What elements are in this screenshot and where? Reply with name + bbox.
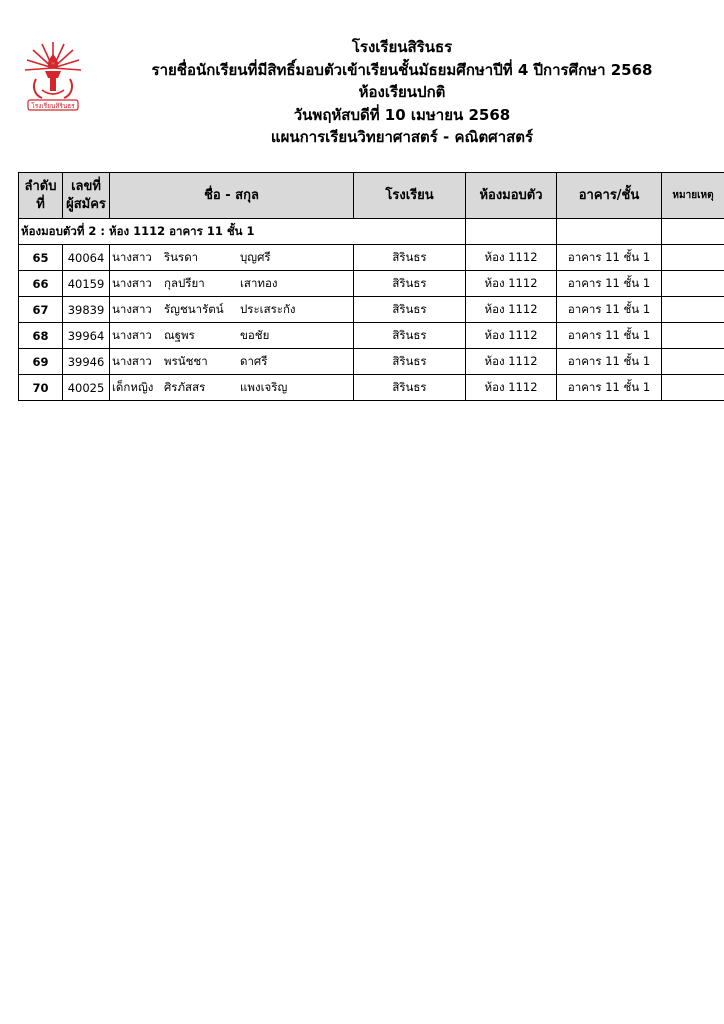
torch-emblem-icon (22, 38, 84, 116)
first-name: ศิรภัสสร (164, 379, 206, 394)
group-empty-cell (662, 219, 724, 245)
applicant-no-cell: 40064 (63, 245, 110, 271)
name-cell (110, 375, 354, 401)
name-title: นางสาว (112, 353, 152, 368)
school-cell: สิรินธร (354, 375, 466, 401)
name-cell (110, 271, 354, 297)
seq-cell: 68 (19, 323, 63, 349)
building-cell: อาคาร 11 ชั้น 1 (557, 245, 662, 271)
first-name: ณฐพร (164, 327, 195, 342)
room-cell: ห้อง 1112 (466, 271, 557, 297)
table-row (19, 297, 724, 323)
building-cell: อาคาร 11 ชั้น 1 (557, 297, 662, 323)
first-name: รินรดา (164, 249, 199, 264)
name-title: นางสาว (112, 327, 152, 342)
last-name: ดาศรี (240, 353, 268, 368)
room-cell: ห้อง 1112 (466, 297, 557, 323)
last-name: บุญศรี (240, 249, 271, 264)
student-roster-table (18, 172, 724, 401)
last-name: แพงเจริญ (240, 379, 288, 394)
header-school: โรงเรียน (354, 173, 466, 219)
name-title: นางสาว (112, 275, 152, 290)
logo-text: โรงเรียนสิรินธร (31, 102, 75, 110)
table-row (19, 271, 724, 297)
table-row (19, 323, 724, 349)
applicant-no-cell: 39839 (63, 297, 110, 323)
applicant-no-cell: 40159 (63, 271, 110, 297)
last-name: ขอชัย (240, 327, 270, 342)
remark-cell (662, 297, 724, 323)
school-cell: สิรินธร (354, 323, 466, 349)
applicant-no-cell: 40025 (63, 375, 110, 401)
header-seq-line1: ลำดับ (24, 178, 57, 194)
first-name: รัญชนารัตน์ (164, 301, 224, 316)
school-cell: สิรินธร (354, 245, 466, 271)
name-cell (110, 323, 354, 349)
remark-cell (662, 375, 724, 401)
name-cell (110, 297, 354, 323)
remark-cell (662, 349, 724, 375)
table-row (19, 245, 724, 271)
header-building: อาคาร/ชั้น (557, 173, 662, 219)
report-date: วันพฤหัสบดีที่ 10 เมษายน 2568 (293, 105, 511, 124)
header-seq (19, 173, 63, 219)
header-remark: หมายเหตุ (662, 173, 724, 219)
seq-cell: 65 (19, 245, 63, 271)
study-track: แผนการเรียนวิทยาศาสตร์ - คณิตศาสตร์ (270, 128, 534, 146)
table-header-row (19, 173, 724, 219)
school-name: โรงเรียนสิรินธร (351, 38, 453, 56)
remark-cell (662, 271, 724, 297)
document-title: รายชื่อนักเรียนที่มีสิทธิ์มอบตัวเข้าเรียนชั้นมัธยมศึกษาปีที่ 4 ปีการศึกษา 2568 (151, 60, 653, 79)
building-cell: อาคาร 11 ชั้น 1 (557, 375, 662, 401)
room-cell: ห้อง 1112 (466, 245, 557, 271)
document-header (90, 36, 714, 149)
group-empty-cell (466, 219, 557, 245)
building-cell: อาคาร 11 ชั้น 1 (557, 323, 662, 349)
header-app-line2: ผู้สมัคร (66, 196, 106, 212)
name-title: นางสาว (112, 301, 152, 316)
program-type: ห้องเรียนปกติ (358, 83, 446, 101)
header-name: ชื่อ - สกุล (110, 173, 354, 219)
last-name: เสาทอง (240, 275, 278, 290)
group-row (19, 219, 724, 245)
name-cell (110, 349, 354, 375)
building-cell: อาคาร 11 ชั้น 1 (557, 349, 662, 375)
applicant-no-cell: 39946 (63, 349, 110, 375)
remark-cell (662, 323, 724, 349)
header-app-line1: เลขที่ (71, 178, 101, 194)
first-name: กุลปรียา (164, 275, 205, 290)
name-title: นางสาว (112, 249, 152, 264)
name-title: เด็กหญิง (112, 379, 154, 394)
header-room: ห้องมอบตัว (466, 173, 557, 219)
table-row (19, 349, 724, 375)
name-cell (110, 245, 354, 271)
seq-cell: 70 (19, 375, 63, 401)
seq-cell: 69 (19, 349, 63, 375)
applicant-no-cell: 39964 (63, 323, 110, 349)
table-row (19, 375, 724, 401)
school-cell: สิรินธร (354, 271, 466, 297)
group-label: ห้องมอบตัวที่ 2 : ห้อง 1112 อาคาร 11 ชั้น 1 (19, 219, 466, 245)
room-cell: ห้อง 1112 (466, 375, 557, 401)
school-cell: สิรินธร (354, 349, 466, 375)
room-cell: ห้อง 1112 (466, 349, 557, 375)
header-seq-line2: ที่ (36, 196, 45, 212)
remark-cell (662, 245, 724, 271)
header-applicant-no (63, 173, 110, 219)
building-cell: อาคาร 11 ชั้น 1 (557, 271, 662, 297)
last-name: ประเสระกัง (240, 301, 296, 316)
school-logo (22, 38, 84, 116)
school-cell: สิรินธร (354, 297, 466, 323)
first-name: พรนัชชา (164, 353, 208, 368)
seq-cell: 66 (19, 271, 63, 297)
seq-cell: 67 (19, 297, 63, 323)
room-cell: ห้อง 1112 (466, 323, 557, 349)
group-empty-cell (557, 219, 662, 245)
